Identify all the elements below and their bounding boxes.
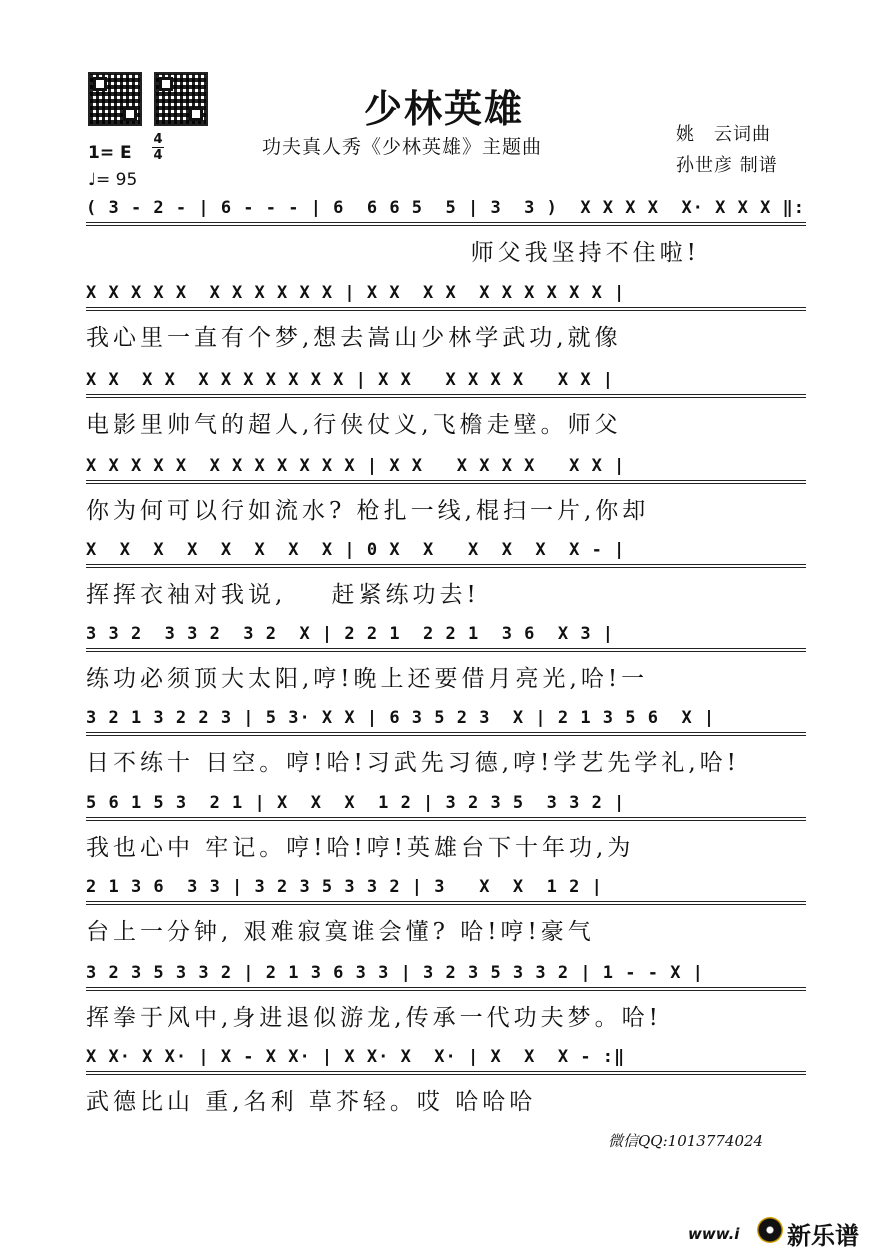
beam-line [86,1074,806,1075]
beam-line [86,648,806,649]
beam-line [86,651,806,652]
beam-line [86,480,806,481]
site-url[interactable]: www.i [688,1225,740,1243]
notation-line: 3 2 3 5 3 3 2 | 2 1 3 6 3 3 | 3 2 3 5 3 3 2 | 1 - - X | [86,963,704,983]
notation-line: X X· X X· | X - X X· | X X· X X· | X X X - :‖ [86,1047,626,1067]
beam-line [86,222,806,223]
notation-line: 3 3 2 3 3 2 3 2 X | 2 2 1 2 2 1 3 6 X 3 | [86,624,615,644]
time-signature-top: 4 [153,132,163,147]
vinyl-record-icon [757,1217,783,1243]
lyrics-line: 我心里一直有个梦,想去嵩山少林学武功,就像 [86,325,622,351]
tempo-marking: ♩= 95 [88,170,138,190]
lyrics-line: 电影里帅气的超人,行侠仗义,飞檐走壁。师父 [86,412,622,438]
beam-line [86,310,806,311]
lyrics-line: 日不练十 日空。哼!哈!习武先习德,哼!学艺先学礼,哈! [86,750,740,776]
song-title: 少林英雄 [363,87,524,131]
beam-line [86,732,806,733]
contact-info: 微信QQ:1013774024 [608,1132,764,1150]
beam-line [86,820,806,821]
beam-line [86,1071,806,1072]
credit-lyrics-music: 姚 云词曲 [676,124,771,145]
lyrics-line: 师父我坚持不住啦! [86,240,700,266]
notation-line: 5 6 1 5 3 2 1 | X X X 1 2 | 3 2 3 5 3 3 2 | [86,793,626,813]
beam-line [86,904,806,905]
beam-line [86,307,806,308]
lyrics-line: 我也心中 牢记。哼!哈!哼!英雄台下十年功,为 [86,835,635,861]
beam-line [86,987,806,988]
notation-line: ( 3 - 2 - | 6 - - - | 6 6 6 5 5 | 3 3 ) X X X X X· X X X ‖: [86,198,806,218]
credit-transcriber: 孙世彦 制谱 [676,155,778,176]
beam-line [86,567,806,568]
lyrics-line: 武德比山 重,名利 草芥轻。哎 哈哈哈 [86,1089,537,1115]
beam-line [86,735,806,736]
lyrics-line: 你为何可以行如流水? 枪扎一线,棍扫一片,你却 [86,498,650,524]
lyrics-line: 挥拳于风中,身进退似游龙,传承一代功夫梦。哈! [86,1005,662,1031]
song-subtitle: 功夫真人秀《少林英雄》主题曲 [262,136,543,158]
lyrics-line: 练功必须顶大太阳,哼!晚上还要借月亮光,哈!一 [86,666,649,692]
lyrics-line: 台上一分钟, 艰难寂寞谁会懂? 哈!哼!豪气 [86,919,595,945]
time-signature-bottom: 4 [153,148,163,163]
beam-line [86,817,806,818]
beam-line [86,394,806,395]
key-signature: 1= E [88,143,132,163]
notation-line: X X X X X X X X X X X | X X X X X X X X | [86,370,615,390]
beam-line [86,225,806,226]
lyrics-line: 挥挥衣袖对我说, 赶紧练功去! [86,582,480,608]
beam-line [86,990,806,991]
notation-line: X X X X X X X X X X X X | X X X X X X X X | [86,456,626,476]
beam-line [86,397,806,398]
notation-line: 2 1 3 6 3 3 | 3 2 3 5 3 3 2 | 3 X X 1 2 | [86,877,603,897]
brand-logo: 新乐谱 [787,1222,859,1250]
notation-line: X X X X X X X X X X X | X X X X X X X X X X | [86,283,626,303]
beam-line [86,901,806,902]
notation-line: 3 2 1 3 2 2 3 | 5 3· X X | 6 3 5 2 3 X | 2 1 3 5 6 X | [86,708,716,728]
notation-line: X X X X X X X X | 0 X X X X X X - | [86,540,626,560]
time-signature [152,133,164,162]
beam-line [86,483,806,484]
beam-line [86,564,806,565]
